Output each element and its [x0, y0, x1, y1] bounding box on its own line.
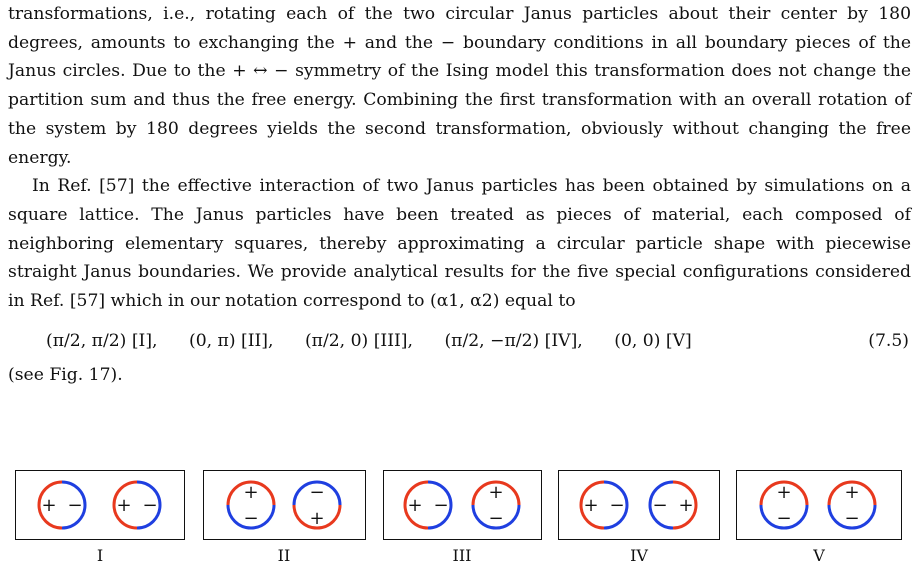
- janus-particle-I-2: [114, 482, 160, 528]
- equation-item-V: (0, 0) [V]: [614, 330, 692, 351]
- janus-particle-II-2: [294, 482, 340, 529]
- plus-sign-label: +: [678, 495, 694, 516]
- minus-sign-label: −: [243, 508, 259, 529]
- equation-item-I: (π/2, π/2) [I],: [46, 330, 158, 351]
- equation-item-III: (π/2, 0) [III],: [304, 330, 413, 351]
- janus-particle-I-1: [39, 482, 85, 528]
- minus-sign-label: −: [652, 495, 668, 516]
- panel-label-IV: IV: [630, 546, 648, 565]
- equation-item-II: (0, π) [II],: [188, 330, 274, 351]
- plus-sign-label: +: [407, 495, 423, 516]
- minus-sign-label: −: [309, 482, 325, 503]
- paper-page: [8, 0, 911, 389]
- minus-sign-label: −: [67, 495, 83, 516]
- plus-sign-label: +: [309, 508, 325, 529]
- figure-reference-text: (see Fig. 17).: [8, 364, 123, 385]
- janus-particle-IV-1: [581, 482, 627, 528]
- figure-17: [0, 470, 921, 575]
- panel-label-II: II: [277, 546, 291, 565]
- plus-sign-label: +: [116, 495, 132, 516]
- janus-particle-II-1: [228, 482, 274, 529]
- minus-sign-label: −: [488, 508, 504, 529]
- minus-sign-label: −: [844, 508, 860, 529]
- equation-item-IV: (π/2, −π/2) [IV],: [444, 330, 583, 351]
- panel-label-III: III: [452, 546, 472, 565]
- paragraph-symmetry: transformations, i.e., rotating each of the two circular Janus particles about their center by 180 degrees, amounts to exchanging the + and the − boundary conditions in all boundary pieces of the Janus circles. Due to the + ↔ − symmetry of the Ising model this transformation does not change the partition sum and thus the free energy. Combining the first transformation with an overall rotation of the system by 180 degrees yields the second transformation, obviously without changing the free energy.: [8, 4, 911, 168]
- janus-particles-drawing: [0, 470, 921, 545]
- plus-sign-label: +: [243, 482, 259, 503]
- plus-sign-label: +: [41, 495, 57, 516]
- janus-particle-III-1: [405, 482, 451, 528]
- minus-sign-label: −: [776, 508, 792, 529]
- equation-number: (7.5): [868, 330, 909, 351]
- janus-particle-IV-2: [650, 482, 696, 528]
- equation-7-5: [8, 321, 911, 361]
- janus-particle-V-2: [829, 482, 875, 529]
- minus-sign-label: −: [142, 495, 158, 516]
- minus-sign-label: −: [433, 495, 449, 516]
- plus-sign-label: +: [583, 495, 599, 516]
- equation-body: [46, 321, 718, 361]
- janus-particle-V-1: [761, 482, 807, 529]
- panel-label-V: V: [813, 546, 825, 565]
- plus-sign-label: +: [776, 482, 792, 503]
- plus-sign-label: +: [488, 482, 504, 503]
- panel-label-I: I: [96, 546, 104, 565]
- plus-sign-label: +: [844, 482, 860, 503]
- paragraph-simulations: In Ref. [57] the effective interaction of two Janus particles has been obtained by simulations on a square lattice. The Janus particles have been treated as pieces of material, each composed of neighboring elementary squares, thereby approximating a circular particle shape with piecewise straight Janus boundaries. We provide analytical results for the five special configurations considered in Ref. [57] which in our notation correspond to (α1, α2) equal to: [8, 176, 911, 312]
- janus-particle-III-2: [473, 482, 519, 529]
- minus-sign-label: −: [609, 495, 625, 516]
